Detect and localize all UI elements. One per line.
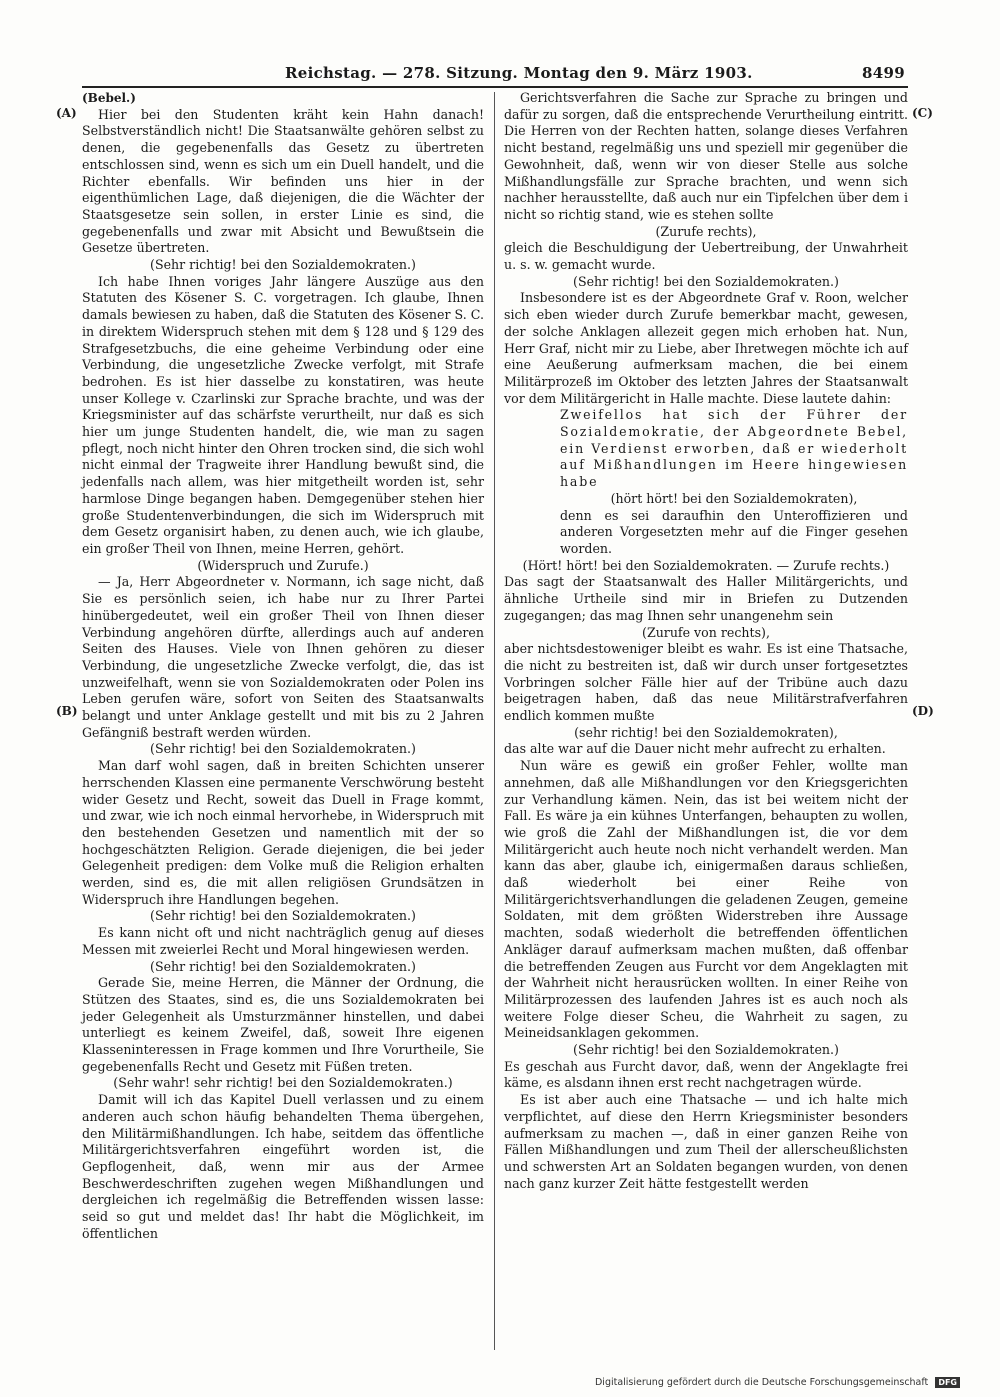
paragraph-continuation: aber nichtsdestoweniger bleibt es wahr. Es ist eine Thatsache, die nicht zu bestreiten ist, daß wir durch unser fortgesetztes Vorbringen solcher Fälle hier auf der Tribüne auch dazu beigetragen haben, daß das neue Militärstrafverfahren endlich kommen mußte xyxy=(504,641,908,724)
quotation-continuation: denn es sei daraufhin den Unteroffizieren und anderen Vorgesetzten mehr auf die Finger gesehen worden. xyxy=(560,507,908,556)
stage-direction: (Sehr richtig! bei den Sozialdemokraten.) xyxy=(573,1042,839,1058)
quotation-interjection: (hört hört! bei den Sozialdemokraten), xyxy=(610,490,858,506)
paragraph-continuation: das alte war auf die Dauer nicht mehr aufrecht zu erhalten. xyxy=(504,741,886,757)
stage-direction: (Sehr richtig! bei den Sozialdemokraten.) xyxy=(150,741,416,757)
footer-credit: Digitalisierung gefördert durch die Deutsche Forschungsgemeinschaft xyxy=(594,1377,929,1388)
margin-mark-b: (B) xyxy=(56,704,78,718)
margin-mark-a: (A) xyxy=(56,106,77,120)
stage-direction: (Zurufe rechts), xyxy=(655,223,757,239)
page-number: 8499 xyxy=(862,64,905,82)
paragraph-continuation: Das sagt der Staatsanwalt des Haller Militärgerichts, und ähnliche Urtheile sind mir in Briefen zu Dutzenden zugegangen; das mag Ihnen sehr unangenehm sein xyxy=(504,574,908,623)
footer xyxy=(595,1377,960,1388)
paragraph: Man darf wohl sagen, daß in breiten Schichten unserer herrschenden Klassen eine permanente Verschwörung besteht wider Gesetz und Recht, soweit das Duell in Frage kommt, und zwar, wie ich noch einmal hervorhebe, in Widerspruch mit den bestehenden Gesetzen und namentlich mit der so hochgeschätzten Religion. Gerade diejenigen, die bei jeder Gelegenheit predigen: dem Volke muß die Religion erhalten werden, sind es, die mit allen religiösen Grundsätzen in Widerspruch ihre Handlungen begehen. xyxy=(82,758,484,907)
stage-direction: (sehr richtig! bei den Sozialdemokraten), xyxy=(574,724,838,740)
stage-direction: (Sehr richtig! bei den Sozialdemokraten.) xyxy=(573,273,839,289)
stage-direction: (Hört! hört! bei den Sozialdemokraten. — Zurufe rechts.) xyxy=(522,557,890,573)
column-divider xyxy=(494,92,495,1350)
paragraph: Es kann nicht oft und nicht nachträglich genug auf dieses Messen mit zweierlei Recht und Moral hingewiesen werden. xyxy=(82,925,484,957)
header-rule xyxy=(82,86,908,88)
paragraph: — Ja, Herr Abgeordneter v. Normann, ich sage nicht, daß Sie es persönlich seien, ich habe nur zu Ihrer Partei hinübergedeutet, weil ein großer Theil von Ihnen dieser Verbindung angehören dürfte, allerdings auch auf anderen Seiten des Hauses. Viele von Ihnen gehören zu dieser Verbindung, die ungesetzliche Zwecke verfolgt, die, das ist unzweifelhaft, wenn sie von Sozialdemokraten oder Polen ins Leben gerufen wäre, sofort von Seiten des Staatsanwalts belangt und unter Anklage gestellt und mit bis zu 2 Jahren Gefängniß bestraft werden würden. xyxy=(82,574,484,740)
paragraph: Ich habe Ihnen voriges Jahr längere Auszüge aus den Statuten des Kösener S. C. vorgetragen. Ich glaube, Ihnen damals bewiesen zu haben, daß die Statuten des Kösener S. C. in direktem Widerspruch stehen mit dem § 128 und § 129 des Strafgesetzbuchs, die eine geheime Verbindung oder eine Verbindung, die ungesetzliche Zwecke verfolgt, mit Strafe bedrohen. Es ist hier dasselbe zu konstatiren, was heute unser Kollege v. Czarlinski zur Sprache brachte, und was der Kriegsminister auf das schärfste verurtheilt, nur daß es sich hier um junge Studenten handelt, die, wie man zu sagen pflegt, noch nicht hinter den Ohren trocken sind, die sich wohl nicht einmal der Tragweite ihrer Handlung bewußt sind, die jedenfalls nach allem, was hier mitgetheilt worden ist, sehr harmlose Dinge begangen haben. Demgegenüber stehen hier große Studentenverbindungen, die sich im Widerspruch mit dem Gesetz organisirt haben, zu denen auch, wie ich glaube, ein großer Theil von Ihnen, meine Herren, gehört. xyxy=(82,273,484,556)
page-header xyxy=(285,64,905,86)
stage-direction: (Zurufe von rechts), xyxy=(642,624,770,640)
paragraph: Damit will ich das Kapitel Duell verlassen und zu einem anderen auch schon häufig behandelten Thema übergehen, den Militärmißhandlungen. Ich habe, seitdem das öffentliche Militärgerichtsverfahren eingeführt worden ist, die Gepflogenheit, daß, wenn mir aus der Armee Beschwerdeschriften zugehen wegen Mißhandlungen und dergleichen ich regelmäßig die Betreffenden wissen lasse: seid so gut und meldet das! Ihr habt die Möglichkeit, im öffentlichen xyxy=(82,1092,484,1241)
stage-direction: (Sehr wahr! sehr richtig! bei den Sozialdemokraten.) xyxy=(113,1075,453,1091)
stage-direction: (Sehr richtig! bei den Sozialdemokraten.) xyxy=(150,908,416,924)
stage-direction: (Sehr richtig! bei den Sozialdemokraten.) xyxy=(150,958,416,974)
quotation: Zweifellos hat sich der Führer der Sozialdemokratie, der Abgeordnete Bebel, ein Verdienst erworben, daß er wiederholt auf Mißhandlungen im Heere hingewiesen habe xyxy=(560,407,908,490)
paragraph: Gerichtsverfahren die Sache zur Sprache zu bringen und dafür zu sorgen, daß die entsprechende Verurtheilung eintritt. Die Herren von der Rechten hatten, solange dieses Verfahren nicht bestand, regelmäßig uns und speziell mir gegenüber die Gewohnheit, daß, wenn wir von dieser Stelle aus solche Mißhandlungsfälle zur Sprache brachten, und wenn sich nachher herausstellte, daß auch nur ein Tipfelchen über dem i nicht so richtig stand, wie es stehen sollte xyxy=(504,90,908,222)
paragraph: Gerade Sie, meine Herren, die Männer der Ordnung, die Stützen des Staates, sind es, die uns Sozialdemokraten bei jeder Gelegenheit als Umsturzmänner hinstellen, und dabei unterliegt es keinem Zweifel, daß, soweit Ihre eigenen Klasseninteressen in Frage kommen und Ihre Vorurtheile, Sie gegebenenfalls Recht und Gesetz mit Füßen treten. xyxy=(82,975,484,1074)
speaker-name: (Bebel.) xyxy=(82,91,136,105)
stage-direction: (Widerspruch und Zurufe.) xyxy=(197,557,369,573)
dfg-logo: DFG xyxy=(935,1377,960,1388)
stage-direction: (Sehr richtig! bei den Sozialdemokraten.) xyxy=(150,257,416,273)
paragraph-continuation: Es geschah aus Furcht davor, daß, wenn der Angeklagte frei käme, es alsdann ihnen erst recht nachgetragen würde. xyxy=(504,1058,908,1091)
paragraph: Insbesondere ist es der Abgeordnete Graf v. Roon, welcher sich eben wieder durch Zurufe bemerkbar macht, gewesen, der solche Anklagen allezeit gegen mich erhoben hat. Nun, Herr Graf, nicht mir zu Liebe, aber Ihretwegen möchte ich auf eine Aeußerung aufmerksam machen, die bei einem Militärprozeß im Oktober des letzten Jahres der Staatsanwalt vor dem Militärgericht in Halle machte. Diese lautete dahin: xyxy=(504,290,908,406)
left-column xyxy=(82,90,484,1243)
right-column xyxy=(504,90,908,1192)
paragraph: Es ist aber auch eine Thatsache — und ich halte mich verpflichtet, auf diese den Herrn Kriegsminister besonders aufmerksam zu machen —, daß in einer ganzen Reihe von Fällen Mißhandlungen und zum Theil der allerscheußlichsten und schwersten Art an Soldaten begangen wurden, von denen nach ganz kurzer Zeit hätte festgestellt werden xyxy=(504,1092,908,1191)
margin-mark-d: (D) xyxy=(912,704,934,718)
paragraph: Nun wäre es gewiß ein großer Fehler, wollte man annehmen, daß alle Mißhandlungen vor den Kriegsgerichten zur Verhandlung kämen. Nein, das ist bei weitem nicht der Fall. Es wäre ja ein kühnes Unterfangen, behaupten zu wollen, wie groß die Zahl der Mißhandlungen ist, die vor dem Militärgericht auch heute noch nicht verhandelt werden. Man kann das aber, glaube ich, einigermaßen daraus schließen, daß wiederholt bei einer Reihe von Militärgerichtsverhandlungen die geladenen Zeugen, gemeine Soldaten, mit dem größten Widerstreben ihre Aussage machten, sodaß wiederholt die betreffenden öffentlichen Ankläger darauf aufmerksam machen mußten, daß offenbar die betreffenden Zeugen aus Furcht vor dem Angeklagten mit der Wahrheit nicht herausrücken wollten. In einer Reihe von Militärprozessen des laufenden Jahres ist es auch noch als weitere Folge dieser Scheu, die Wahrheit zu sagen, zu Meineidsanklagen gekommen. xyxy=(504,758,908,1041)
header-title: Reichstag. — 278. Sitzung. Montag den 9. März 1903. xyxy=(285,64,753,82)
margin-mark-c: (C) xyxy=(912,106,933,120)
paragraph-continuation: gleich die Beschuldigung der Uebertreibung, der Unwahrheit u. s. w. gemacht wurde. xyxy=(504,240,908,273)
paragraph: Hier bei den Studenten kräht kein Hahn danach! Selbstverständlich nicht! Die Staatsanwälte gehören selbst zu denen, die gegebenenfalls das Gesetz zu übertreten entschlossen sind, wenn es sich um ein Duell handelt, und die Richter ebenfalls. Wir befinden uns hier in der eigenthümlichen Lage, daß diejenigen, die die Wächter der Staatsgesetze sein sollen, in erster Linie es sind, die gegebenenfalls und zwar mit Absicht und Bewußtsein die Gesetze übertreten. xyxy=(82,106,484,256)
